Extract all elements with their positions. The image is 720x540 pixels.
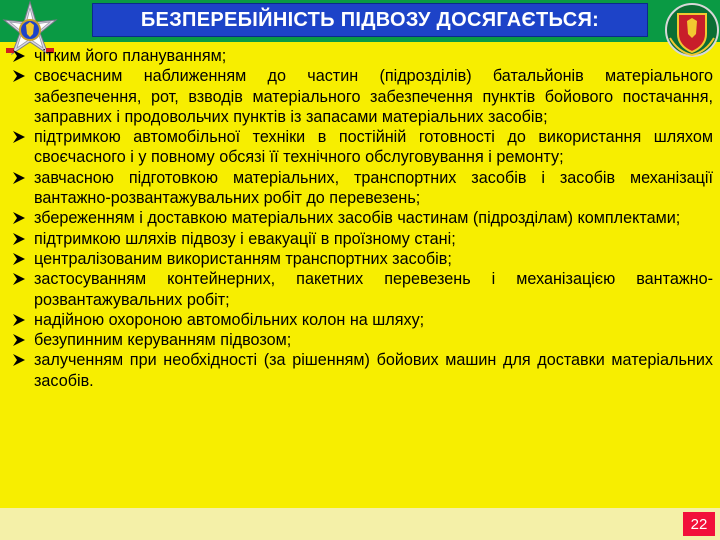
list-item-text: залученням при необхідності (за рішенням) бойових машин для доставки матеріальних засобів.: [34, 351, 713, 390]
list-item-text: підтримкою автомобільної техніки в постійній готовності до використання шляхом своєчасного і у повному обсязі її технічного обслуговування і ремонту;: [34, 128, 713, 167]
arrowhead-bullet-icon: [12, 313, 26, 327]
arrowhead-bullet-icon: [12, 171, 26, 185]
list-item-text: надійною охороною автомобільних колон на шляху;: [34, 310, 425, 329]
arrowhead-bullet-icon: [12, 130, 26, 144]
arrowhead-bullet-icon: [12, 333, 26, 347]
list-item: [12, 310, 713, 330]
page-number: 22: [683, 512, 715, 536]
list-item: [12, 249, 713, 269]
arrowhead-bullet-icon: [12, 252, 26, 266]
bullet-list: [12, 46, 713, 391]
list-item-text: чітким його плануванням;: [34, 47, 227, 65]
arrowhead-bullet-icon: [12, 49, 26, 63]
list-item: [12, 350, 713, 391]
page-title: БЕЗПЕРЕБІЙНІСТЬ ПІДВОЗУ ДОСЯГАЄТЬСЯ:: [140, 8, 600, 31]
list-item: [12, 66, 713, 127]
list-item-text: підтримкою шляхів підвозу і евакуації в проїзному стані;: [34, 229, 456, 248]
title-box: [92, 3, 648, 37]
arrowhead-bullet-icon: [12, 211, 26, 225]
list-item: [12, 330, 713, 350]
list-item: [12, 208, 713, 228]
footer-strip: [0, 508, 720, 540]
list-item-text: безупинним керуванням підвозом;: [34, 331, 292, 350]
list-item-text: своєчасним наближенням до частин (підрозділів) батальйонів матеріального забезпечення, рот, взводів матеріального забезпечення пунктів бойового постачання, заправних і продовольчих пунктів із запасами матеріальних засобів;: [34, 67, 713, 126]
list-item-text: збереженням і доставкою матеріальних засобів частинам (підрозділам) комплектами;: [34, 209, 681, 228]
arrowhead-bullet-icon: [12, 69, 26, 83]
list-item-text: централізованим використанням транспортних засобів;: [34, 249, 452, 268]
arrowhead-bullet-icon: [12, 272, 26, 286]
arrowhead-bullet-icon: [12, 232, 26, 246]
list-item-text: завчасною підготовкою матеріальних, транспортних засобів і засобів механізації вантажно-розвантажувальних робіт до перевезень;: [34, 168, 713, 208]
arrowhead-bullet-icon: [12, 353, 26, 367]
list-item: [12, 229, 713, 249]
list-item: [12, 269, 713, 310]
list-item: [12, 168, 713, 209]
list-item: [12, 46, 713, 66]
list-item-text: застосуванням контейнерних, пакетних перевезень і механізацією вантажно-розвантажувальних робіт;: [34, 270, 713, 309]
list-item: [12, 127, 713, 168]
